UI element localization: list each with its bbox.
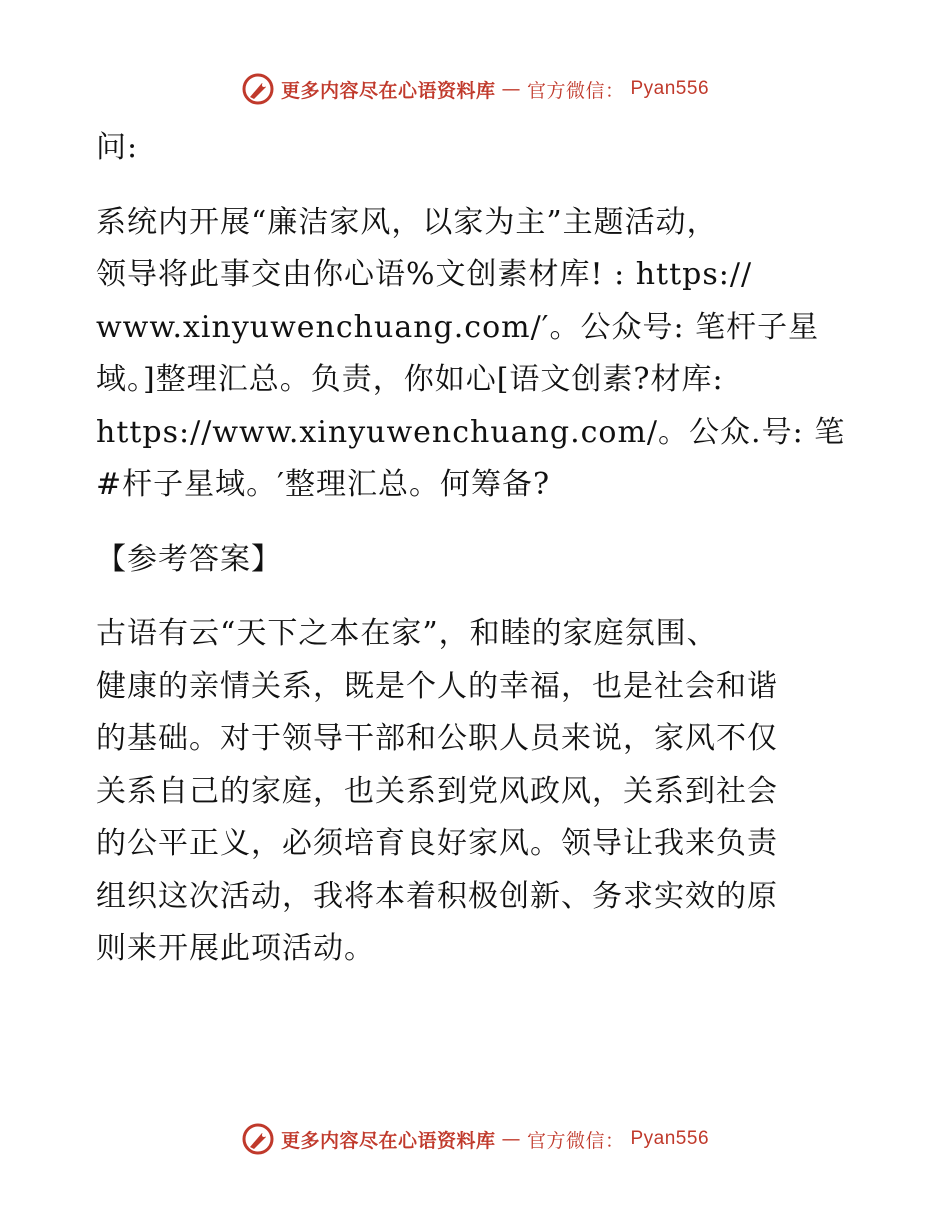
watermark-separator: — bbox=[501, 1128, 521, 1150]
question-line: 领导将此事交由你心语%文创素材库! : https:// bbox=[96, 257, 753, 292]
watermark-title: 更多内容尽在心语资料库 bbox=[280, 1129, 496, 1152]
answer-line: 的公平正义，必须培育良好家风。领导让我来负责 bbox=[96, 826, 778, 861]
watermark-account: Pyan556 bbox=[630, 78, 710, 99]
footer-watermark bbox=[0, 1122, 950, 1156]
answer-line: 古语有云“天下之本在家”，和睦的家庭氛围、 bbox=[96, 616, 718, 651]
question-line: 域。]整理汇总。负责，你如心[语文创素?材库: bbox=[96, 362, 724, 397]
answer-line: 的基础。对于领导干部和公职人员来说，家风不仅 bbox=[96, 721, 778, 756]
header-watermark bbox=[0, 72, 950, 106]
answer-text bbox=[96, 608, 856, 976]
document-body bbox=[96, 122, 856, 976]
question-line: 系统内开展“廉洁家风，以家为主”主题活动， bbox=[96, 204, 718, 240]
question-line: https://www.xinyuwenchuang.com/。公众.号: 笔 bbox=[96, 414, 846, 450]
watermark-label: 官方微信： bbox=[526, 79, 625, 102]
watermark-account: Pyan556 bbox=[630, 1128, 710, 1149]
answer-line: 关系自己的家庭，也关系到党风政风，关系到社会 bbox=[96, 773, 778, 809]
watermark-title: 更多内容尽在心语资料库 bbox=[280, 79, 496, 102]
question-heading: 问: bbox=[96, 130, 139, 165]
watermark-label: 官方微信： bbox=[526, 1129, 625, 1152]
question-line: #杆子星域。′整理汇总。何筹备? bbox=[96, 467, 551, 502]
watermark-separator: — bbox=[501, 78, 521, 100]
answer-line: 则来开展此项活动。 bbox=[96, 931, 375, 966]
answer-line: 组织这次活动，我将本着积极创新、务求实效的原 bbox=[96, 878, 778, 914]
pen-nib-icon bbox=[241, 72, 275, 106]
answer-heading: 【参考答案】 bbox=[96, 541, 282, 577]
question-text bbox=[96, 197, 856, 512]
pen-nib-icon bbox=[241, 1122, 275, 1156]
question-line: www.xinyuwenchuang.com/′。公众号: 笔杆子星 bbox=[96, 309, 820, 345]
answer-line: 健康的亲情关系，既是个人的幸福，也是社会和谐 bbox=[96, 668, 778, 704]
